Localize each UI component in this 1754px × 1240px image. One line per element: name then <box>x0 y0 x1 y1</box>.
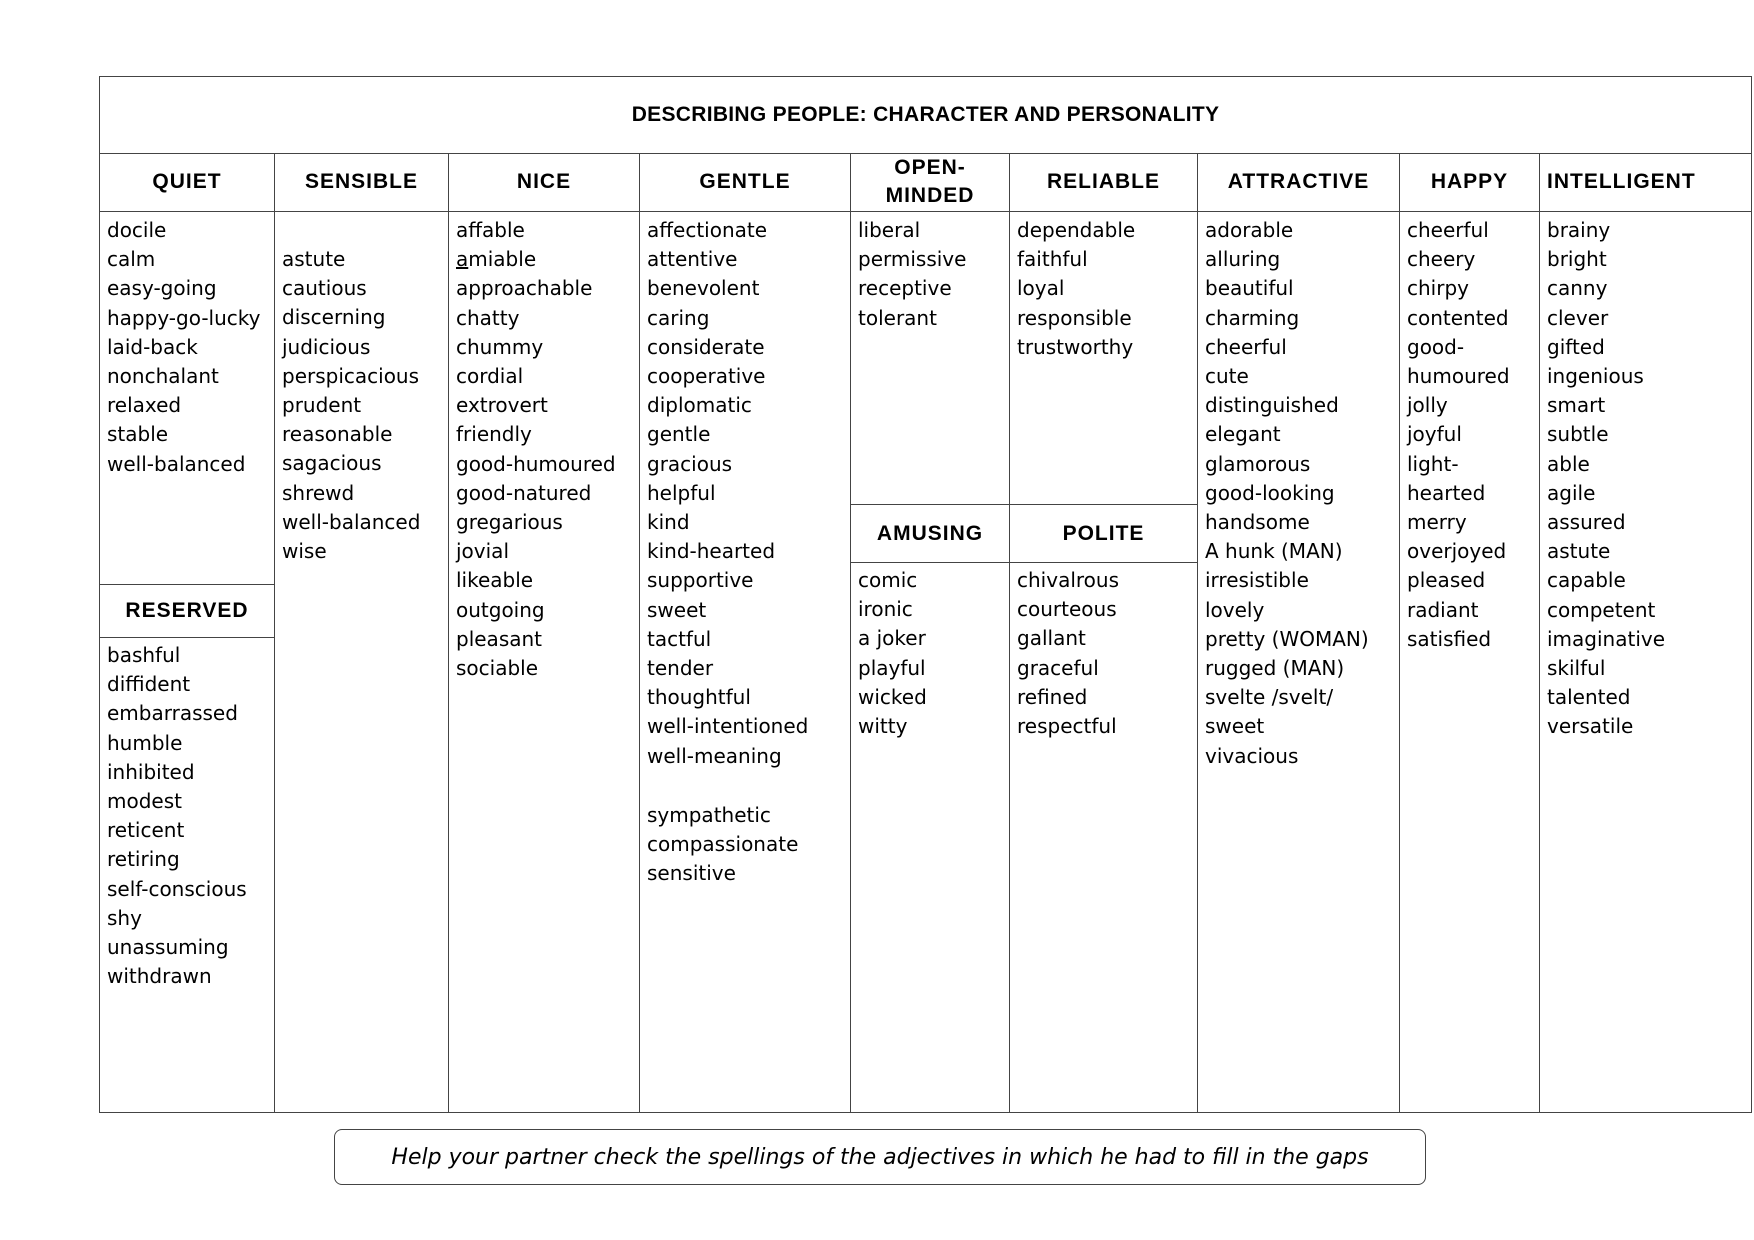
word-item: subtle <box>1547 422 1609 447</box>
word-item: dependable <box>1017 218 1136 242</box>
word-item: handsome <box>1205 510 1310 535</box>
word-list-open-minded <box>858 216 1007 333</box>
word-item: supportive <box>647 568 754 593</box>
word-item: chummy <box>456 334 544 359</box>
word-item: chatty <box>456 305 520 330</box>
word-item: skilful <box>1547 656 1606 681</box>
word-item: perspicacious <box>282 363 420 388</box>
column-nice <box>449 153 640 1112</box>
word-item: considerate <box>647 334 765 359</box>
word-list-sensible <box>282 245 446 566</box>
header-open-minded <box>851 153 1009 212</box>
word-item: modest <box>107 789 182 814</box>
column-attractive <box>1198 153 1400 1112</box>
word-item: cooperative <box>647 364 766 389</box>
word-item: radiant <box>1407 597 1479 622</box>
word-item: affable <box>456 218 525 242</box>
vocabulary-table <box>99 76 1752 1113</box>
word-item: well-balanced <box>107 451 246 476</box>
word-item: charming <box>1205 305 1300 330</box>
word-item: comic <box>858 568 918 592</box>
column-happy <box>1400 153 1540 1112</box>
word-item: inhibited <box>107 759 195 784</box>
word-item: versatile <box>1547 714 1634 739</box>
word-item: refined <box>1017 684 1088 709</box>
word-list-intelligent <box>1547 216 1749 742</box>
word-item: pleasant <box>456 626 543 651</box>
word-item: gallant <box>1017 626 1086 651</box>
word-item: chivalrous <box>1017 568 1119 592</box>
word-list-reserved <box>107 641 272 991</box>
word-item: outgoing <box>456 597 545 622</box>
word-item: talented <box>1547 685 1631 710</box>
word-item: witty <box>858 714 908 739</box>
header-attractive: ATTRACTIVE <box>1198 153 1399 212</box>
word-item: retiring <box>107 847 180 872</box>
word-list-quiet <box>107 216 272 479</box>
word-item: gifted <box>1547 334 1605 359</box>
word-item: wicked <box>858 684 927 709</box>
word-item: canny <box>1547 276 1608 301</box>
word-item: bashful <box>107 643 181 667</box>
header-nice: NICE <box>449 153 639 212</box>
header-quiet: QUIET <box>100 153 274 212</box>
header-happy: HAPPY <box>1400 153 1539 212</box>
word-item: glamorous <box>1205 451 1311 476</box>
word-list-happy <box>1407 216 1537 654</box>
word-list-polite <box>1017 566 1195 741</box>
word-item: contented <box>1407 305 1509 330</box>
word-item: stable <box>107 422 169 447</box>
column-sensible <box>275 153 449 1112</box>
word-item: respectful <box>1017 714 1117 739</box>
word-item: likeable <box>456 568 534 593</box>
word-item: judicious <box>282 334 371 359</box>
word-item: well-intentioned <box>647 714 809 739</box>
word-item: cheerful <box>1407 218 1489 242</box>
header-reliable: RELIABLE <box>1010 153 1197 212</box>
word-item: trustworthy <box>1017 334 1134 359</box>
word-item: astute <box>1547 539 1611 564</box>
word-item: attentive <box>647 247 738 272</box>
word-item: nonchalant <box>107 364 219 389</box>
word-item: discerning <box>282 305 386 330</box>
word-item: reasonable <box>282 422 393 447</box>
word-item: calm <box>107 247 156 272</box>
word-list-attractive <box>1205 216 1397 771</box>
word-item: sympathetic <box>647 803 771 827</box>
word-item: diffident <box>107 672 191 697</box>
word-item: assured <box>1547 510 1626 535</box>
header-amusing: AMUSING <box>851 504 1009 563</box>
header-gentle: GENTLE <box>640 153 850 212</box>
word-item: benevolent <box>647 276 760 301</box>
word-item: well-balanced <box>282 509 421 534</box>
word-item: embarrassed <box>107 701 238 726</box>
word-item: playful <box>858 655 926 680</box>
word-item: cheerful <box>1205 334 1287 359</box>
word-item: chirpy <box>1407 276 1469 301</box>
word-item: graceful <box>1017 655 1099 680</box>
word-item: receptive <box>858 276 952 301</box>
word-item: compassionate <box>647 832 799 857</box>
word-item: thoughtful <box>647 685 751 710</box>
word-item: kind <box>647 510 690 535</box>
word-list-gentle <box>647 216 848 771</box>
word-item: ingenious <box>1547 364 1644 389</box>
word-item: good-natured <box>456 480 592 505</box>
word-item: sagacious <box>282 451 382 476</box>
word-item: gracious <box>647 451 733 476</box>
word-item: responsible <box>1017 305 1132 330</box>
word-item: easy-going <box>107 276 217 301</box>
word-item: jolly <box>1407 393 1448 418</box>
word-item: gentle <box>647 422 711 447</box>
word-item: withdrawn <box>107 964 212 989</box>
word-item: able <box>1547 451 1590 476</box>
word-item: laid-back <box>107 334 198 359</box>
word-item: merry <box>1407 510 1467 535</box>
word-item: good-humoured <box>456 451 616 476</box>
word-item: bright <box>1547 247 1607 272</box>
word-item: friendly <box>456 422 532 447</box>
word-item: shy <box>107 905 142 930</box>
word-item: shrewd <box>282 480 355 505</box>
word-item: sweet <box>1205 714 1265 739</box>
word-item: kind-hearted <box>647 539 776 564</box>
header-reserved: RESERVED <box>100 584 274 638</box>
word-item: diplomatic <box>647 393 752 418</box>
word-item: gregarious <box>456 510 563 535</box>
word-item: a joker <box>858 626 926 651</box>
word-item: docile <box>107 218 167 242</box>
word-item: ironic <box>858 597 913 622</box>
word-item: humble <box>107 730 183 755</box>
word-item: joyful <box>1407 422 1462 447</box>
column-reliable <box>1010 153 1198 1112</box>
header-intelligent: INTELLIGENT <box>1540 153 1751 212</box>
word-item: elegant <box>1205 422 1281 447</box>
word-item: happy-go-lucky <box>107 305 261 330</box>
column-intelligent <box>1540 153 1751 1112</box>
word-item: relaxed <box>107 393 182 418</box>
word-list-gentle-extra <box>647 801 848 889</box>
word-item: tolerant <box>858 305 937 330</box>
word-item: brainy <box>1547 218 1611 242</box>
word-item: clever <box>1547 305 1609 330</box>
word-item: cordial <box>456 364 524 389</box>
word-item: astute <box>282 247 346 271</box>
header-polite: POLITE <box>1010 504 1197 563</box>
word-item: loyal <box>1017 276 1065 301</box>
word-item: A hunk (MAN) <box>1205 539 1343 564</box>
word-item: good-looking <box>1205 480 1335 505</box>
word-list-reliable <box>1017 216 1195 362</box>
word-item: helpful <box>647 480 716 505</box>
word-item: smart <box>1547 393 1606 418</box>
word-item: svelte /svelt/ <box>1205 685 1334 710</box>
word-item: liberal <box>858 218 921 242</box>
word-item: sociable <box>456 656 539 681</box>
word-item: pleased <box>1407 568 1486 593</box>
word-item: self-conscious <box>107 876 247 901</box>
word-item: vivacious <box>1205 743 1299 768</box>
word-item: courteous <box>1017 597 1117 622</box>
word-item: permissive <box>858 247 967 272</box>
word-item: irresistible <box>1205 568 1309 593</box>
word-item: light- <box>1407 451 1459 476</box>
table-title: DESCRIBING PEOPLE: CHARACTER AND PERSONALITY <box>100 77 1751 154</box>
word-item: tactful <box>647 626 712 651</box>
word-item: well-meaning <box>647 743 782 768</box>
word-item: reticent <box>107 818 185 843</box>
header-open-minded-line1: OPEN- <box>894 156 966 179</box>
word-item: alluring <box>1205 247 1281 272</box>
column-open-minded <box>851 153 1010 1112</box>
instruction-note: Help your partner check the spellings of the adjectives in which he had to fill in the gaps <box>334 1129 1426 1185</box>
word-item: humoured <box>1407 364 1510 389</box>
word-item: cute <box>1205 364 1249 389</box>
word-list-amusing <box>858 566 1007 741</box>
word-item: sweet <box>647 597 707 622</box>
word-item: overjoyed <box>1407 539 1507 564</box>
word-item: competent <box>1547 597 1656 622</box>
word-item: faithful <box>1017 247 1088 272</box>
word-item: affectionate <box>647 218 768 242</box>
word-item: satisfied <box>1407 626 1492 651</box>
word-item: extrovert <box>456 393 548 418</box>
word-item: prudent <box>282 393 362 418</box>
word-item: hearted <box>1407 480 1486 505</box>
word-item: pretty (WOMAN) <box>1205 626 1369 651</box>
word-item: imaginative <box>1547 626 1666 651</box>
word-list-nice <box>456 216 637 683</box>
column-quiet <box>100 153 275 1112</box>
word-item: approachable <box>456 276 593 301</box>
word-item: distinguished <box>1205 393 1339 418</box>
header-sensible: SENSIBLE <box>275 153 448 212</box>
word-item: unassuming <box>107 935 229 960</box>
word-item: cautious <box>282 276 367 301</box>
word-item: tender <box>647 656 714 681</box>
word-item: beautiful <box>1205 276 1294 301</box>
word-item: cheery <box>1407 247 1476 272</box>
word-item: agile <box>1547 480 1596 505</box>
word-item: rugged (MAN) <box>1205 656 1345 681</box>
header-open-minded-line2: MINDED <box>885 184 975 207</box>
word-item: caring <box>647 305 710 330</box>
column-gentle <box>640 153 851 1112</box>
word-item: capable <box>1547 568 1626 593</box>
word-item: wise <box>282 539 327 564</box>
word-item: lovely <box>1205 597 1265 622</box>
word-item: jovial <box>456 539 509 564</box>
word-item: good- <box>1407 334 1465 359</box>
word-item: adorable <box>1205 218 1294 242</box>
word-item: sensitive <box>647 861 736 886</box>
word-item: amiable <box>456 247 537 272</box>
